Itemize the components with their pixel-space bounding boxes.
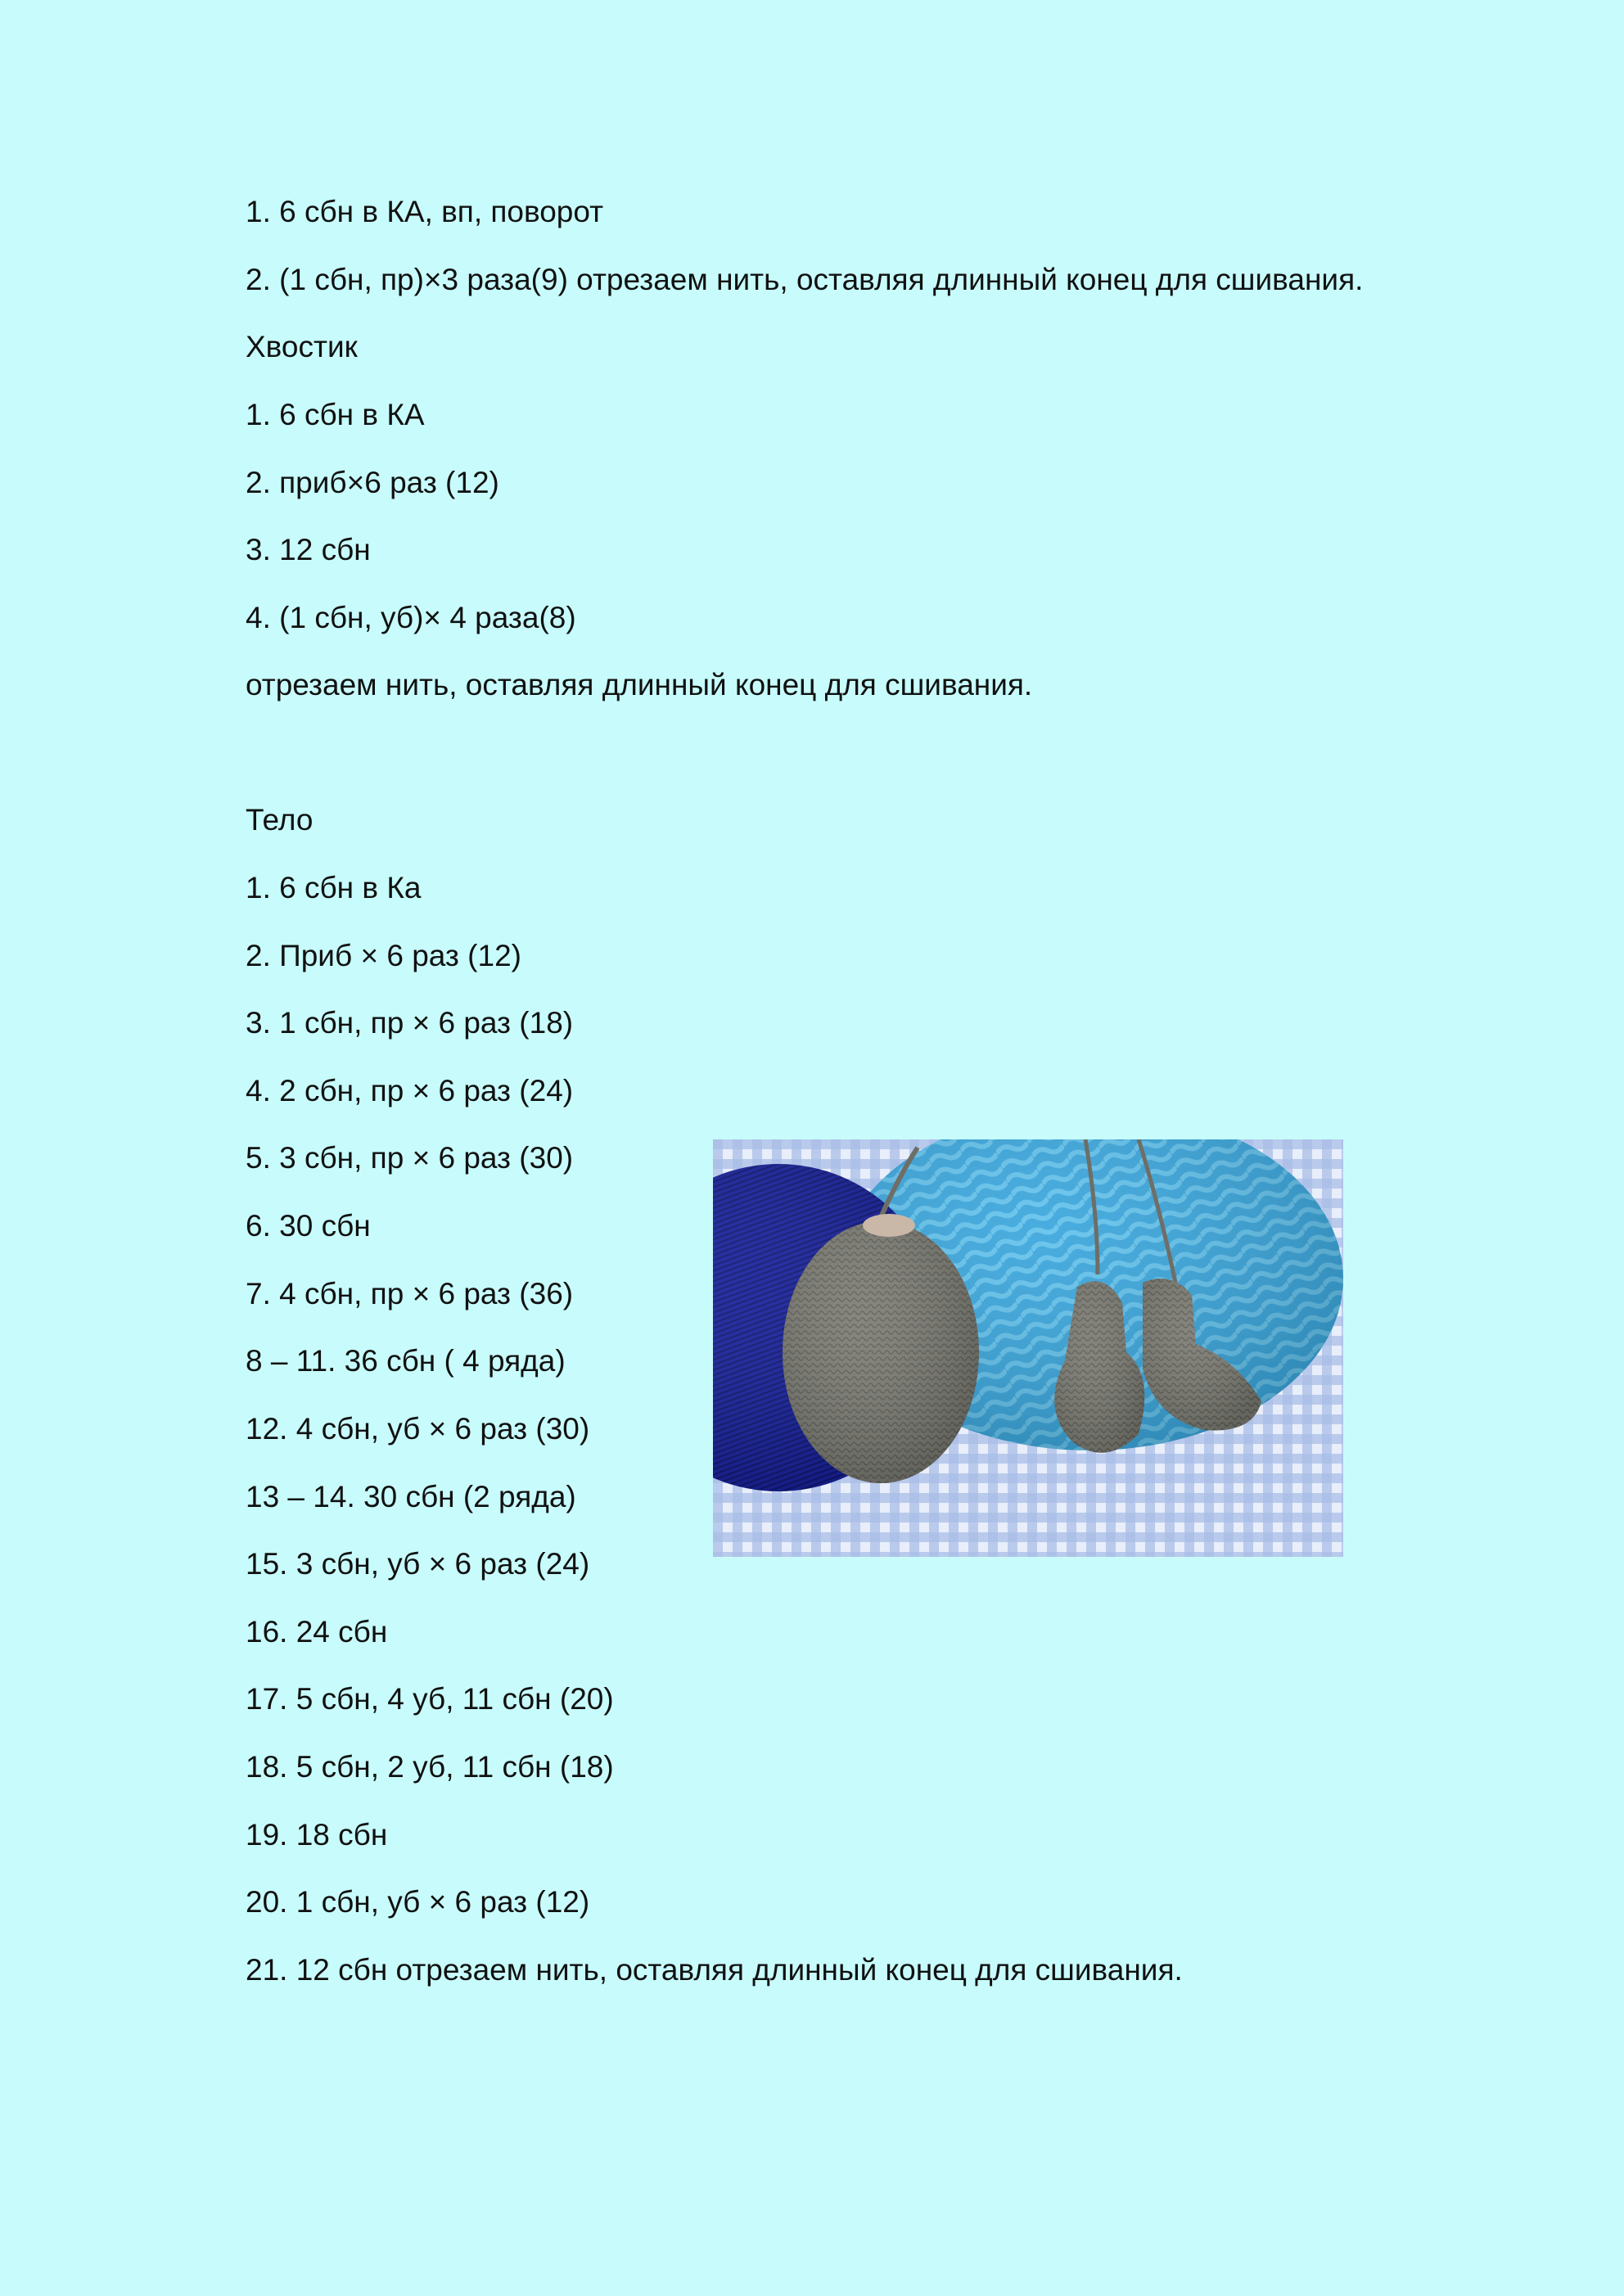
- pattern-line: 21. 12 сбн отрезаем нить, оставляя длинный конец для сшивания.: [246, 1953, 1183, 1987]
- pattern-line: 15. 3 сбн, уб × 6 раз (24): [246, 1547, 590, 1581]
- pattern-line: 5. 3 сбн, пр × 6 раз (30): [246, 1141, 574, 1175]
- pattern-line: 3. 1 сбн, пр × 6 раз (18): [246, 1006, 574, 1040]
- section-heading-tail: Хвостик: [246, 330, 358, 363]
- pattern-line: 6. 30 сбн: [246, 1209, 371, 1243]
- pattern-line: 17. 5 сбн, 4 уб, 11 сбн (20): [246, 1682, 614, 1716]
- pattern-line: 2. приб×6 раз (12): [246, 466, 499, 499]
- pattern-line: 3. 12 сбн: [246, 533, 371, 566]
- pattern-line: 7. 4 сбн, пр × 6 раз (36): [246, 1277, 574, 1310]
- pattern-line: 16. 24 сбн: [246, 1615, 388, 1649]
- pattern-line: 1. 6 сбн в КА, вп, поворот: [246, 195, 604, 228]
- pattern-line: 1. 6 сбн в КА: [246, 398, 425, 431]
- pattern-line: 2. Приб × 6 раз (12): [246, 939, 521, 972]
- pattern-line: 2. (1 сбн, пр)×3 раза(9) отрезаем нить, оставляя длинный конец для сшивания.: [246, 263, 1364, 296]
- section-heading-body: Тело: [246, 803, 314, 837]
- pattern-line: 8 – 11. 36 сбн ( 4 ряда): [246, 1344, 566, 1378]
- pattern-line: 4. (1 сбн, уб)× 4 раза(8): [246, 601, 576, 634]
- pattern-line: 1. 6 сбн в Ка: [246, 871, 422, 904]
- pattern-line: отрезаем нить, оставляя длинный конец для сшивания.: [246, 668, 1033, 701]
- pattern-line: 20. 1 сбн, уб × 6 раз (12): [246, 1885, 590, 1919]
- pattern-line: 4. 2 сбн, пр × 6 раз (24): [246, 1074, 574, 1107]
- pattern-line: 13 – 14. 30 сбн (2 ряда): [246, 1480, 576, 1513]
- crochet-photo: [713, 1139, 1343, 1557]
- pattern-line: 19. 18 сбн: [246, 1818, 388, 1852]
- pattern-line: 18. 5 сбн, 2 уб, 11 сбн (18): [246, 1750, 614, 1784]
- pattern-line: 12. 4 сбн, уб × 6 раз (30): [246, 1412, 590, 1446]
